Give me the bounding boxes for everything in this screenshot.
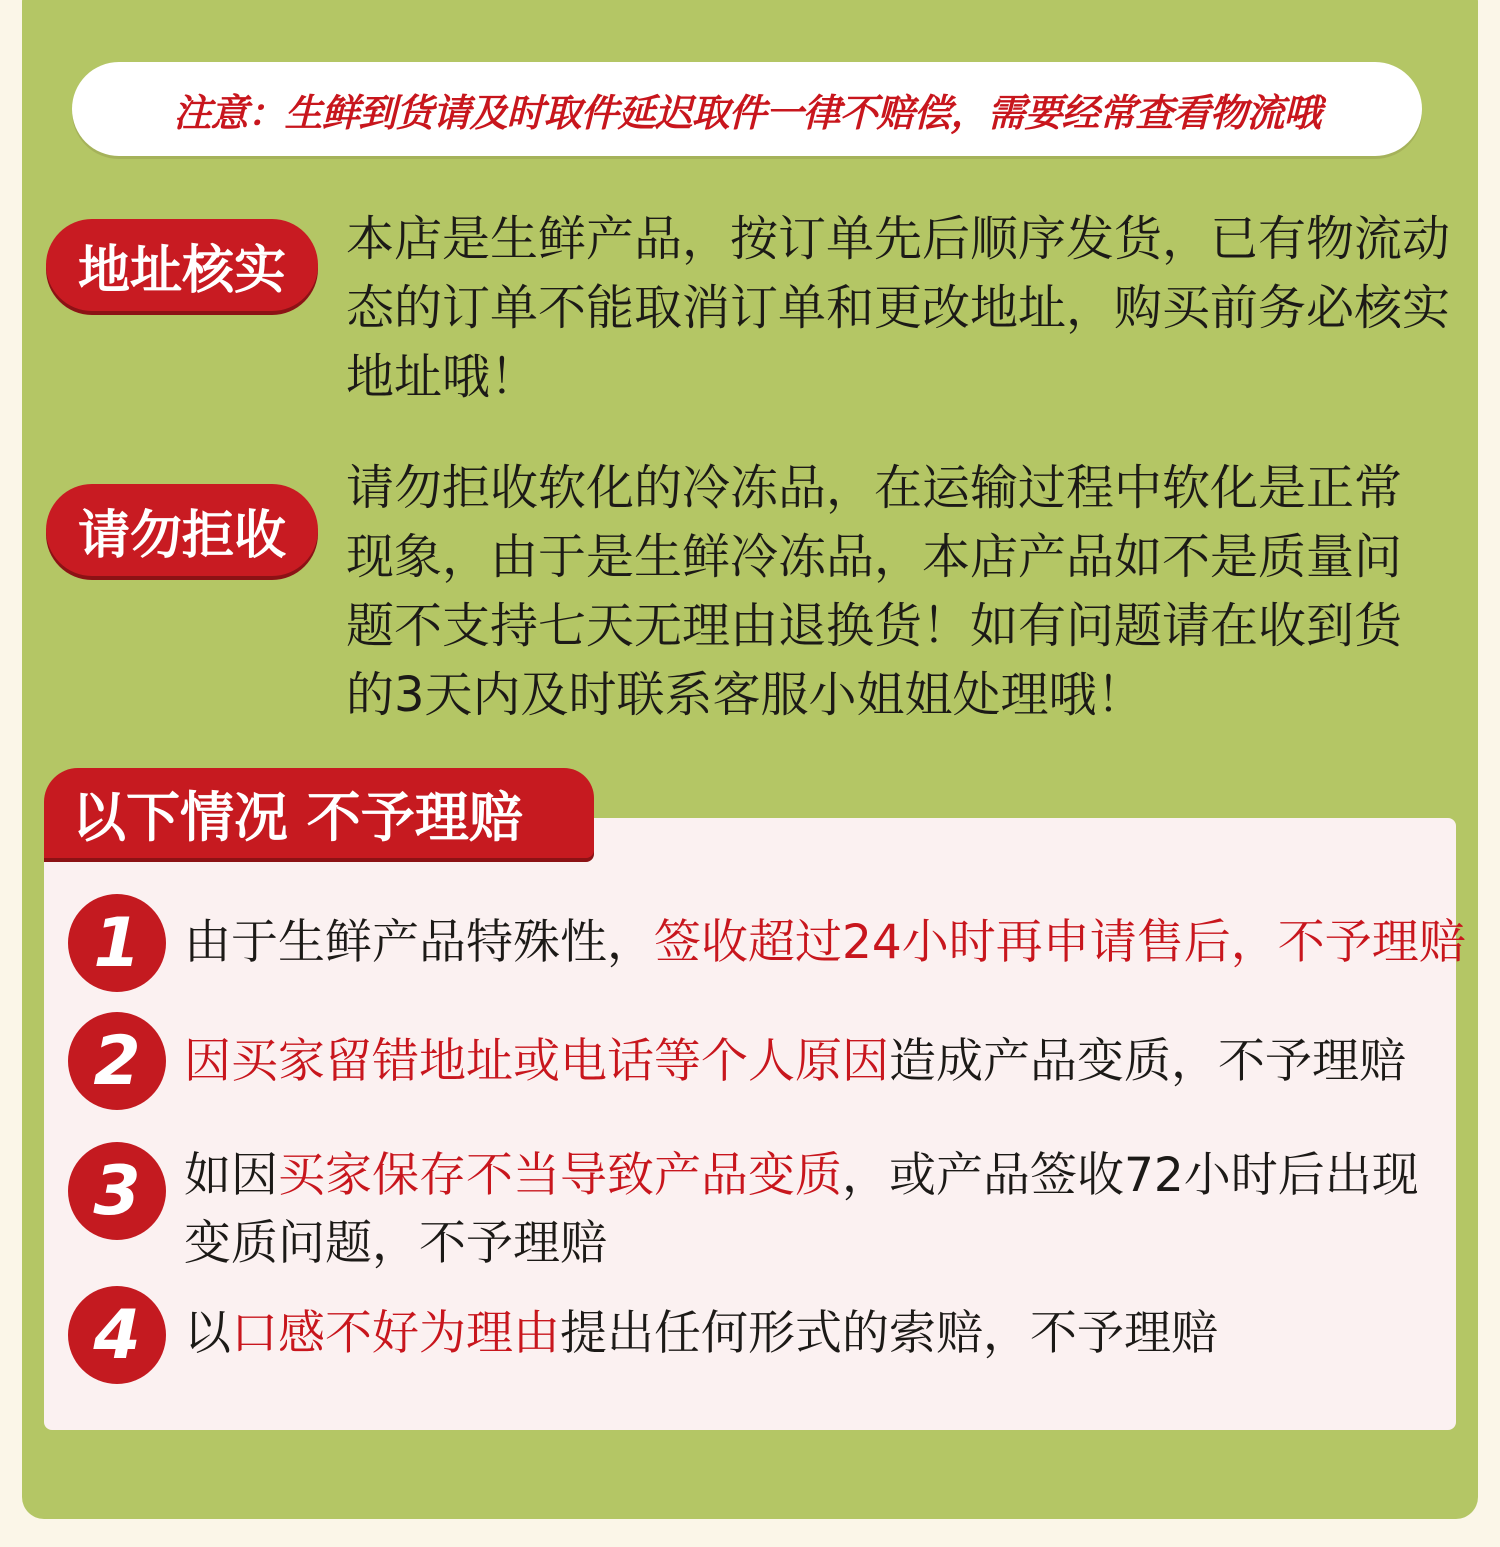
- claim-text-plain: ，或产品签收72小时后出现: [842, 1148, 1419, 1203]
- number-badge: 2: [68, 1012, 166, 1110]
- claim-text: [184, 909, 1466, 977]
- number-badge: 3: [68, 1142, 166, 1240]
- claim-text-highlight: 口感不好为理由: [231, 1306, 560, 1361]
- number-badge: 1: [68, 894, 166, 992]
- do-not-reject-badge: 请勿拒收: [46, 484, 318, 576]
- claim-text-highlight: 买家保存不当导致产品变质: [278, 1148, 842, 1203]
- claim-text-plain: 以: [184, 1306, 231, 1361]
- claim-text: [184, 1028, 1406, 1096]
- claim-text-highlight: 签收超过24小时再申请售后，不予理赔: [654, 915, 1466, 970]
- claim-text: [184, 1300, 1218, 1368]
- do-not-reject-line: 现象，由于是生鲜冷冻品，本店产品如不是质量问: [346, 529, 1403, 585]
- claim-text-plain: 如因: [184, 1148, 278, 1203]
- claim-text-plain: 提出任何形式的索赔，不予理赔: [560, 1306, 1218, 1361]
- do-not-reject-line: 请勿拒收软化的冷冻品，在运输过程中软化是正常: [346, 460, 1403, 516]
- address-check-badge: 地址核实: [46, 219, 318, 311]
- do-not-reject-line: 题不支持七天无理由退换货！如有问题请在收到货: [346, 598, 1403, 654]
- number-badge: 4: [68, 1286, 166, 1384]
- address-check-text: [346, 205, 1451, 412]
- claim-text-plain: 由于生鲜产品特殊性，: [184, 915, 654, 970]
- do-not-reject-text: [346, 454, 1436, 730]
- notice-banner: [72, 62, 1422, 156]
- address-check-line: 地址哦！: [346, 349, 539, 405]
- address-check-line: 本店是生鲜产品，按订单先后顺序发货，已有物流动: [346, 211, 1451, 267]
- address-check-line: 态的订单不能取消订单和更改地址，购买前务必核实: [346, 280, 1451, 336]
- notice-text: 注意：生鲜到货请及时取件延迟取件一律不赔偿，需要经常查看物流哦: [173, 90, 1321, 135]
- claim-text-highlight: 因买家留错地址或电话等个人原因: [184, 1034, 889, 1089]
- claim-text: [184, 1142, 1419, 1278]
- claim-text-plain: 造成产品变质，不予理赔: [889, 1034, 1406, 1089]
- claim-text-plain: 变质问题，不予理赔: [184, 1216, 607, 1271]
- do-not-reject-line: 的3天内及时联系客服小姐姐处理哦！: [346, 667, 1145, 723]
- no-claims-title: 以下情况 不予理赔: [44, 768, 594, 858]
